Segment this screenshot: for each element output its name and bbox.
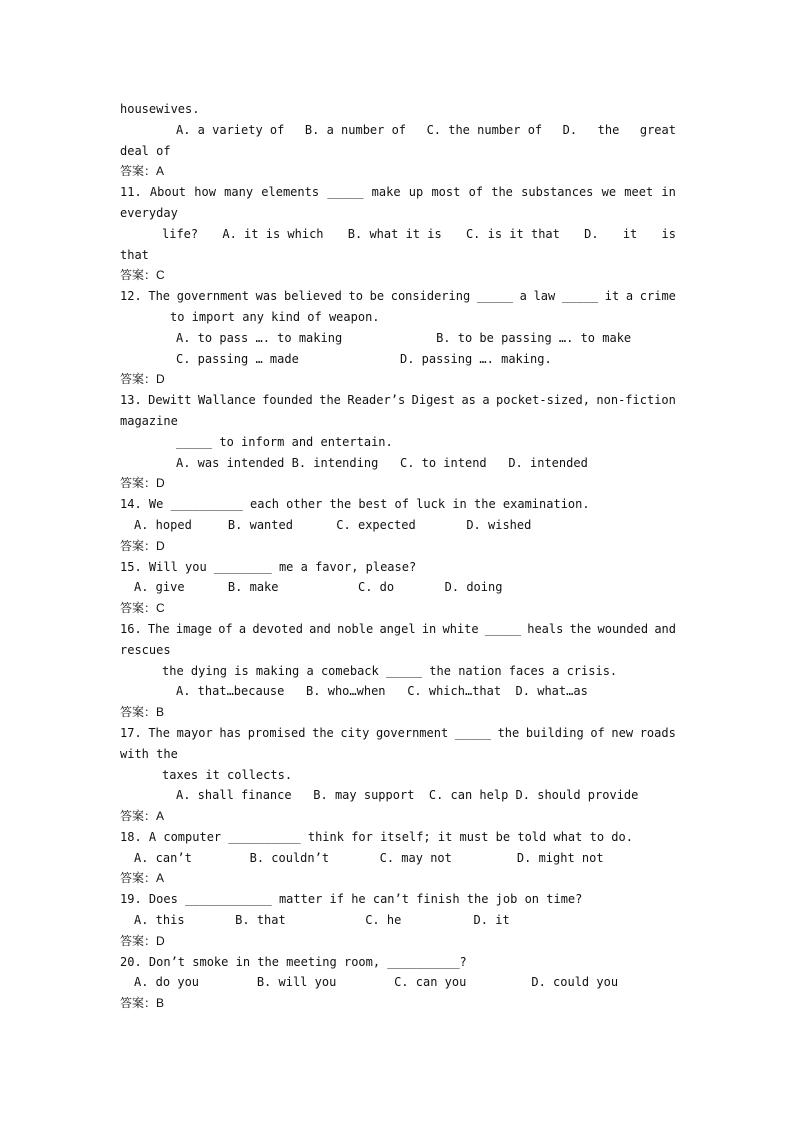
text-line: _____ to inform and entertain. (176, 434, 393, 449)
answer-line: 答案：D (120, 933, 165, 948)
text-line: 14. We __________ each other the best of luck in the examination. (120, 497, 590, 512)
document-page (120, 99, 676, 1014)
word: D. (562, 122, 578, 137)
word: C. the number of (426, 122, 543, 137)
text-line: 15. Will you ________ me a favor, please? (120, 559, 417, 574)
answer-line: 答案：A (120, 871, 165, 886)
word: wounded (597, 621, 649, 636)
word: the (312, 725, 334, 740)
word: is (661, 226, 676, 241)
word: the (569, 621, 592, 636)
word: it (604, 289, 620, 304)
text-line (120, 286, 676, 307)
word: many (224, 185, 254, 200)
text-line: 20. Don’t smoke in the meeting room, __________? (120, 954, 467, 969)
word: 16. (120, 621, 142, 636)
text-line: A. hoped B. wanted C. expected D. wished (134, 517, 532, 532)
text-line: with the (120, 746, 178, 761)
word: of (468, 185, 484, 200)
word: believed (284, 289, 342, 304)
text-line: A. give B. make C. do D. doing (134, 580, 503, 595)
text-line (120, 390, 676, 411)
word: The (147, 621, 170, 636)
word: life? (162, 226, 199, 241)
text-line: taxes it collects. (162, 767, 293, 782)
word: _____ (476, 289, 513, 304)
word: as (461, 393, 476, 408)
text-line: 19. Does ____________ matter if he can’t finish the job on time? (120, 892, 583, 907)
answer-line: 答案：D (120, 476, 165, 491)
answer-line: 答案：A (120, 809, 165, 824)
word: of (590, 725, 605, 740)
text-line: A. can’t B. couldn’t C. may not D. might not (134, 850, 604, 865)
answer-line: 答案：D (120, 538, 165, 553)
word: meet (624, 185, 654, 200)
word: city (340, 725, 370, 740)
word: image (175, 621, 212, 636)
word: up (408, 185, 424, 200)
word: Wallance (197, 393, 256, 408)
word: The (148, 725, 170, 740)
word: Digest (411, 393, 455, 408)
word: roads (639, 725, 676, 740)
word: _____ (561, 289, 599, 304)
answer-line: 答案：C (120, 601, 165, 616)
word: _____ (327, 185, 364, 200)
word: 12. (120, 289, 142, 304)
word: great (639, 122, 676, 137)
text-line: A. shall finance B. may support C. can help D. should provide (176, 788, 639, 803)
word: law (533, 289, 556, 304)
word: _____ (454, 725, 491, 740)
word: C. is it that (465, 226, 560, 241)
word: angel (379, 621, 416, 636)
word: crime (639, 289, 676, 304)
word: mayor (176, 725, 213, 740)
word: most (431, 185, 461, 200)
word: how (194, 185, 216, 200)
text-line: magazine (120, 413, 178, 428)
word: _____ (484, 621, 521, 636)
word: Reader’s (347, 393, 406, 408)
answer-line: 答案：C (120, 268, 165, 283)
text-line (120, 182, 676, 203)
text-line: that (120, 247, 149, 262)
word: a (625, 289, 634, 304)
text-line: everyday (120, 205, 178, 220)
word: has (219, 725, 242, 740)
word: a (482, 393, 490, 408)
word: 17. (120, 725, 142, 740)
text-line (120, 723, 676, 744)
word: building (525, 725, 584, 740)
word: a (519, 289, 527, 304)
word: to (348, 289, 363, 304)
word: and (309, 621, 331, 636)
word: the (491, 185, 513, 200)
word: new (611, 725, 634, 740)
text-line: C. passing … made D. passing …. making. (176, 351, 552, 366)
word: The (148, 289, 171, 304)
word: About (149, 185, 187, 200)
text-line: A. this B. that C. he D. it (134, 913, 510, 928)
word: in (421, 621, 437, 636)
word: D. (584, 226, 599, 241)
text-line: A. that…because B. who…when C. which…that D. what…as (176, 684, 588, 699)
word: white (442, 621, 479, 636)
word: considering (390, 289, 471, 304)
answer-line: 答案：B (120, 705, 165, 720)
text-line: housewives. (120, 102, 200, 116)
text-line: A. was intended B. intending C. to intend D. intended (176, 455, 588, 470)
text-line: deal of (120, 143, 171, 158)
text-line (120, 619, 676, 640)
word: founded (262, 393, 313, 408)
word: A. a variety of (176, 122, 285, 137)
answer-line: 答案：A (120, 164, 165, 179)
answer-line: 答案：D (120, 372, 165, 387)
word: B. what it is (347, 226, 442, 241)
word: Dewitt (148, 393, 192, 408)
word: a (238, 621, 247, 636)
word: government (375, 725, 449, 740)
text-line (120, 224, 676, 245)
text-line (120, 120, 676, 141)
word: noble (337, 621, 374, 636)
word: be (369, 289, 385, 304)
text-line: rescues (120, 642, 171, 657)
word: it (622, 226, 638, 241)
word: pocket-sized, (496, 393, 590, 408)
text-line: A. do you B. will you C. can you D. could you (134, 975, 619, 990)
word: we (601, 185, 617, 200)
word: of (218, 621, 233, 636)
word: devoted (252, 621, 303, 636)
word: the (497, 725, 520, 740)
word: heals (527, 621, 564, 636)
word: B. a number of (304, 122, 407, 137)
word: in (661, 185, 676, 200)
word: the (597, 122, 620, 137)
word: 13. (120, 393, 142, 408)
word: 11. (120, 185, 142, 200)
text-line: the dying is making a comeback _____ the nation faces a crisis. (162, 663, 618, 678)
word: substances (521, 185, 594, 200)
word: elements (261, 185, 320, 200)
word: non-fiction (596, 393, 676, 408)
answer-line: 答案：B (120, 996, 165, 1011)
word: government (176, 289, 249, 304)
text-line: 18. A computer __________ think for itself; it must be told what to do. (120, 829, 633, 844)
word: was (255, 289, 278, 304)
word: the (319, 393, 341, 408)
text-line: to import any kind of weapon. (170, 309, 380, 324)
word: make (371, 185, 401, 200)
text-line: A. to pass …. to making B. to be passing …. to make (176, 330, 632, 345)
word: A. it is which (222, 226, 324, 241)
word: promised (247, 725, 306, 740)
word: and (654, 621, 676, 636)
